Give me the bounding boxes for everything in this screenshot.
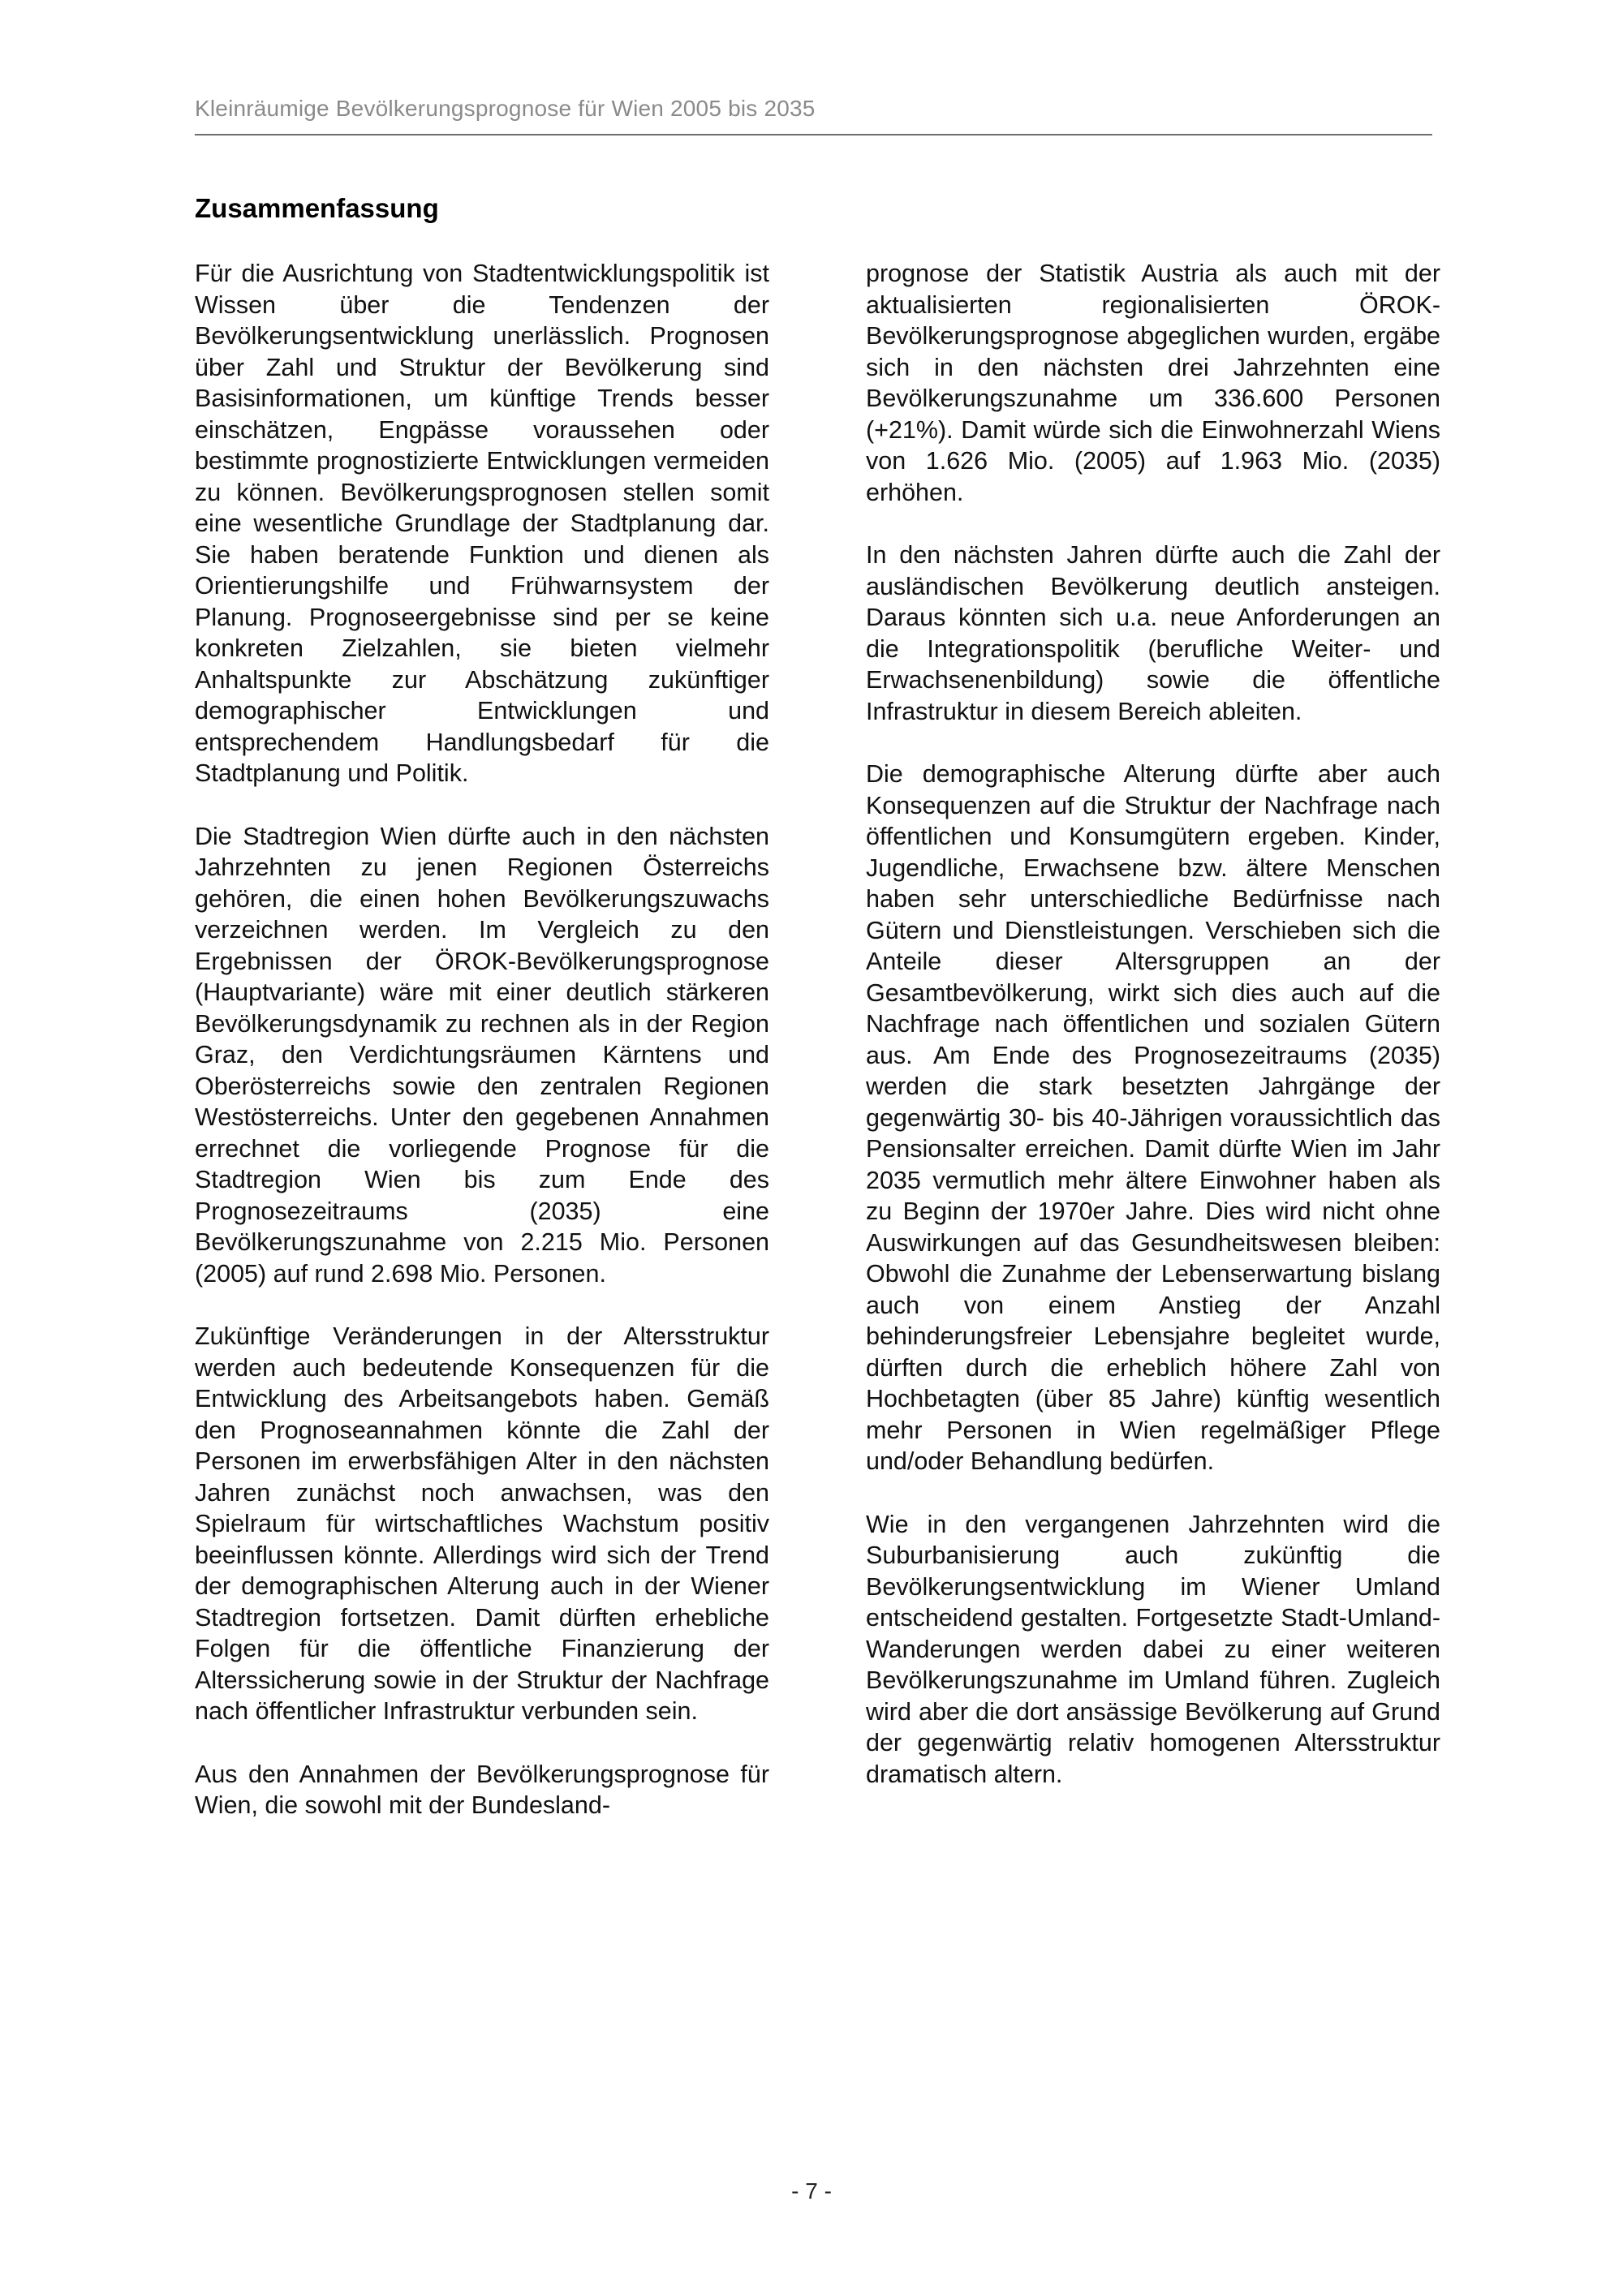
paragraph: In den nächsten Jahren dürfte auch die Zahl der ausländischen Bevölkerung deutlich ansteigen. Daraus könnten sich u.a. neue Anforderungen an die Integrationspolitik (berufliche Weiter- und Erwachsenenbildung) sowie die öffentliche Infrastruktur in diesem Bereich ableiten.	[866, 541, 1440, 725]
paragraph: Die demographische Alterung dürfte aber auch Konsequenzen auf die Struktur der Nachfrage nach öffentlichen und Konsumgütern ergeben. Kinder, Jugendliche, Erwachsene bzw. ältere Menschen haben sehr unterschiedliche Bedürfnisse nach Gütern und Dienstleistungen. Verschieben sich die Anteile dieser Altersgruppen an der Gesamtbevölkerung, wirkt sich dies auch auf die Nachfrage nach öffentlichen und sozialen Gütern aus. Am Ende des Prognosezeitraums (2035) werden die stark besetzten Jahrgänge der gegenwärtig 30- bis 40-Jährigen voraussichtlich das Pensionsalter erreichen. Damit dürfte Wien im Jahr 2035 vermutlich mehr ältere Einwohner haben als zu Beginn der 1970er Jahre. Dies wird nicht ohne Auswirkungen auf das Gesundheitswesen bleiben: Obwohl die Zunahme der Lebenserwartung bislang auch von einem Anstieg der Anzahl behinderungsfreier Lebensjahre begleitet wurde, dürften durch die erheblich höhere Zahl von Hochbetagten (über 85 Jahre) künftig wesentlich mehr Personen in Wien regelmäßiger Pflege und/oder Behandlung bedürfen.	[866, 760, 1440, 1475]
paragraph: Zukünftige Veränderungen in der Altersstruktur werden auch bedeutende Konsequenzen für die Entwicklung des Arbeitsangebots haben. Gemäß den Prognoseannahmen könnte die Zahl der Personen im erwerbsfähigen Alter in den nächsten Jahren zunächst noch anwachsen, was den Spielraum für wirtschaftliches Wachstum positiv beeinflussen könnte. Allerdings wird sich der Trend der demographischen Alterung auch in der Wiener Stadtregion fortsetzen. Damit dürften erhebliche Folgen für die öffentliche Finanzierung der Alterssicherung sowie in der Struktur der Nachfrage nach öffentlicher Infrastruktur verbunden sein.	[195, 1322, 769, 1725]
header-divider	[195, 134, 1432, 135]
running-header: Kleinräumige Bevölkerungsprognose für Wien 2005 bis 2035	[195, 96, 816, 121]
paragraph: Aus den Annahmen der Bevölkerungsprognose für Wien, die sowohl mit der Bundesland-	[195, 1760, 769, 1819]
left-column	[195, 258, 769, 1853]
section-title: Zusammenfassung	[195, 193, 439, 223]
right-column	[866, 258, 1440, 1821]
paragraph: Wie in den vergangenen Jahrzehnten wird die Suburbanisierung auch zukünftig die Bevölkerungsentwicklung im Wiener Umland entscheidend gestalten. Fortgesetzte Stadt-Umland-Wanderungen werden dabei zu einer weiteren Bevölkerungszunahme im Umland führen. Zugleich wird aber die dort ansässige Bevölkerung auf Grund der gegenwärtig relativ homogenen Altersstruktur dramatisch altern.	[866, 1510, 1440, 1788]
paragraph: Die Stadtregion Wien dürfte auch in den nächsten Jahrzehnten zu jenen Regionen Österreichs gehören, die einen hohen Bevölkerungszuwachs verzeichnen werden. Im Vergleich zu den Ergebnissen der ÖROK-Bevölkerungsprognose (Hauptvariante) wäre mit einer deutlich stärkeren Bevölkerungsdynamik zu rechnen als in der Region Graz, den Verdichtungsräumen Kärntens und Oberösterreichs sowie den zentralen Regionen Westösterreichs. Unter den gegebenen Annahmen errechnet die vorliegende Prognose für die Stadtregion Wien bis zum Ende des Prognosezeitraums (2035) eine Bevölkerungszunahme von 2.215 Mio. Personen (2005) auf rund 2.698 Mio. Personen.	[195, 822, 769, 1288]
paragraph: Für die Ausrichtung von Stadtentwicklungspolitik ist Wissen über die Tendenzen der Bevölkerungsentwicklung unerlässlich. Prognosen über Zahl und Struktur der Bevölkerung sind Basisinformationen, um künftige Trends besser einschätzen, Engpässe voraussehen oder bestimmte prognostizierte Entwicklungen vermeiden zu können. Bevölkerungsprognosen stellen somit eine wesentliche Grundlage der Stadtplanung dar. Sie haben beratende Funktion und dienen als Orientierungshilfe und Frühwarnsystem der Planung. Prognoseergebnisse sind per se keine konkreten Zielzahlen, sie bieten vielmehr Anhaltspunkte zur Abschätzung zukünftiger demographischer Entwicklungen und entsprechendem Handlungsbedarf für die Stadtplanung und Politik.	[195, 260, 769, 787]
page-number: - 7 -	[791, 2178, 832, 2204]
paragraph: prognose der Statistik Austria als auch mit der aktualisierten regionalisierten ÖROK-Bevölkerungsprognose abgeglichen wurden, ergäbe sich in den nächsten drei Jahrzehnten eine Bevölkerungszunahme um 336.600 Personen (+21%). Damit würde sich die Einwohnerzahl Wiens von 1.626 Mio. (2005) auf 1.963 Mio. (2035) erhöhen.	[866, 260, 1440, 506]
